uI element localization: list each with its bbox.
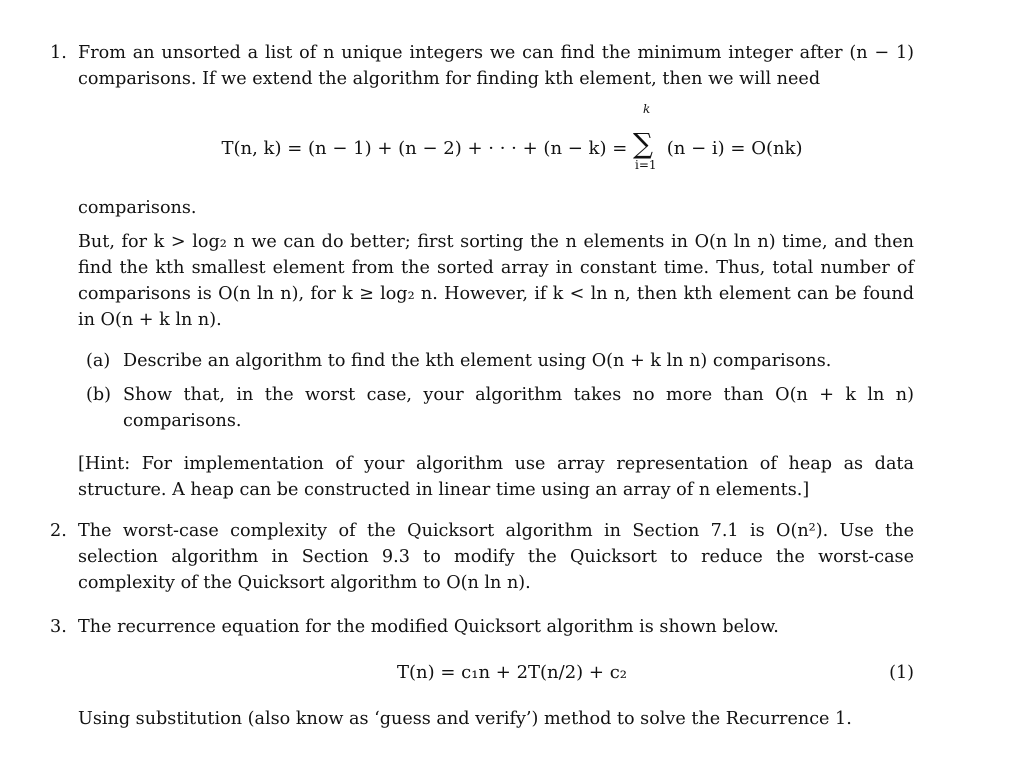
question-1-equation — [0, 102, 1024, 172]
question-2-text: The worst-case complexity of the Quicksort algorithm in Section 7.1 is O(n²). Use the selection algorithm in Section 9.3 to modify the Quicksort to reduce the worst-case complexity of the Quicksort algorithm to O(n ln n). — [78, 521, 914, 593]
part-a-label: (a) — [86, 351, 111, 371]
part-b-label: (b) — [86, 385, 111, 405]
question-1-intro: From an unsorted a list of n unique integers we can find the minimum integer after (n − 1) comparisons. If we extend the algorithm for finding kth element, then we will need — [78, 43, 914, 89]
summation-symbol: ∑ — [633, 127, 654, 160]
question-3-equation: T(n) = c₁n + 2T(n/2) + c₂ — [396, 662, 628, 683]
part-a-text: Describe an algorithm to find the kth element using O(n + k ln n) comparisons. — [123, 351, 832, 371]
question-2-number: 2. — [50, 521, 67, 541]
question-3-number: 3. — [50, 617, 67, 637]
equation-rhs: (n − i) = O(nk) — [666, 138, 803, 159]
question-1-hint: [Hint: For implementation of your algorithm use array representation of heap as data structure. A heap can be constructed in linear time using an array of n elements.] — [78, 454, 914, 500]
question-3-closing: Using substitution (also know as ‘guess and verify’) method to solve the Recurrence 1. — [78, 709, 852, 729]
summation-lower-limit: i=1 — [635, 158, 657, 172]
question-1-after-equation: comparisons. — [78, 198, 197, 218]
question-1-number: 1. — [50, 43, 67, 63]
equation-lhs: T(n, k) = (n − 1) + (n − 2) + · · · + (n − k) = — [221, 138, 628, 159]
question-3-text: The recurrence equation for the modified Quicksort algorithm is shown below. — [78, 617, 779, 637]
summation — [633, 102, 661, 172]
part-b-text: Show that, in the worst case, your algorithm takes no more than O(n + k ln n) comparisons. — [123, 385, 914, 431]
question-1-paragraph: But, for k > log₂ n we can do better; first sorting the n elements in O(n ln n) time, and then find the kth smallest element from the sorted array in constant time. Thus, total number of comparisons is O(n ln n), for k ≥ log₂ n. However, if k < ln n, then kth element can be found in O(n + k ln n). — [78, 232, 914, 330]
summation-upper-limit: k — [643, 102, 651, 116]
equation-number: (1) — [889, 663, 914, 683]
